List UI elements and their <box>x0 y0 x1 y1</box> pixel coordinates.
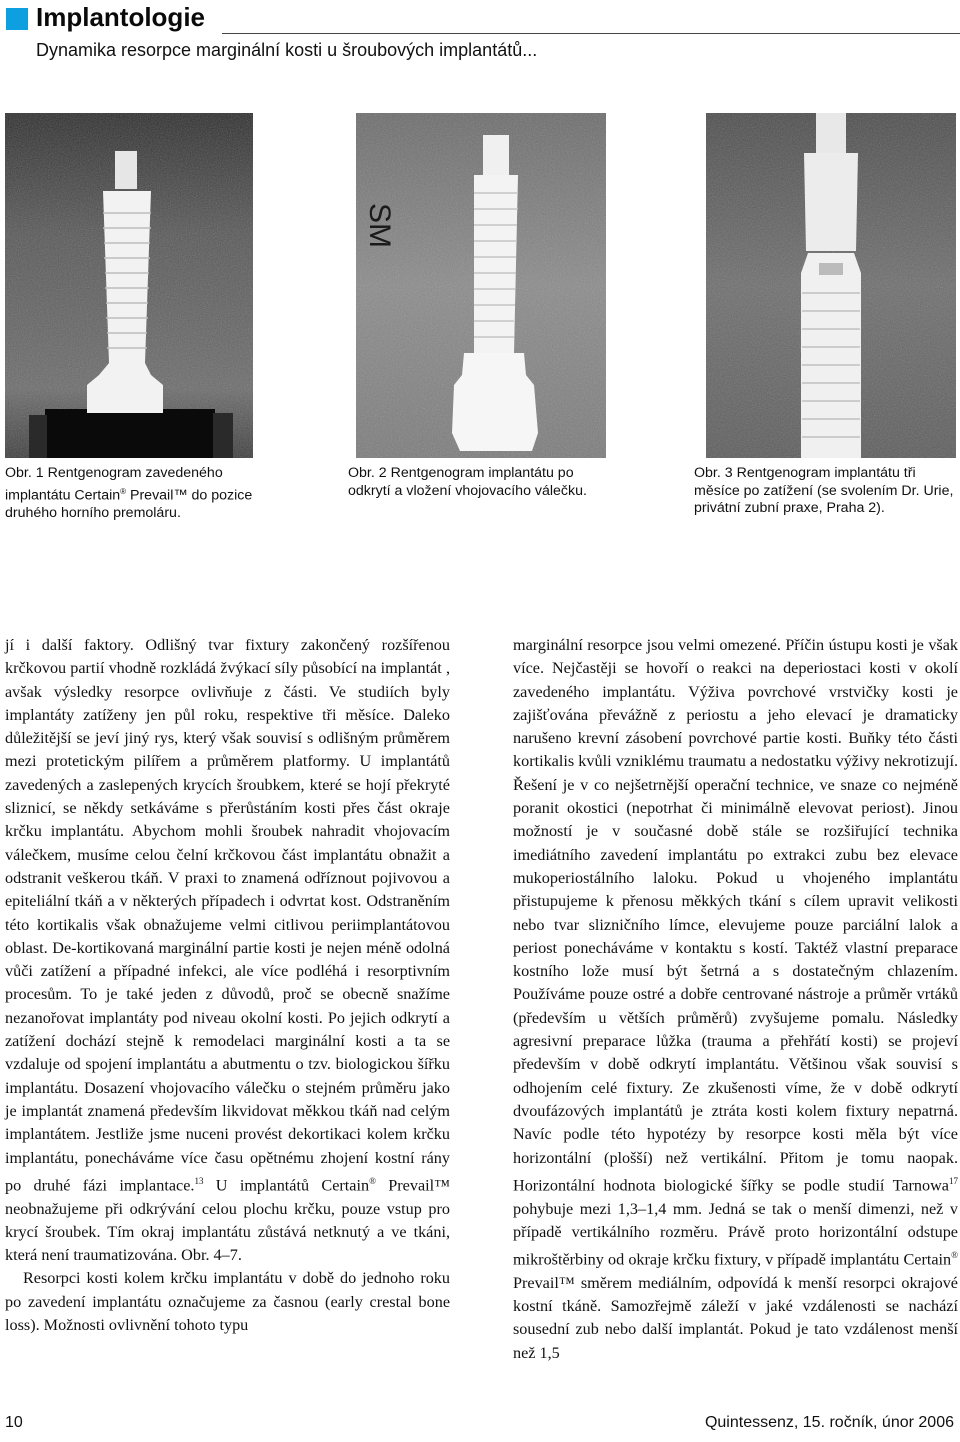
section-title: Implantologie <box>36 2 205 32</box>
figure-3-caption: Obr. 3 Rentgenogram implantátu tři měsíce po zatížení (se svolením Dr. Urie, privátní zubní praxe, Praha 2). <box>694 465 954 516</box>
page-header <box>0 0 960 72</box>
left-column <box>5 634 450 1337</box>
page-number: 10 <box>5 1414 23 1431</box>
left-paragraph-2: Resorpci kosti kolem krčku implantátu v době do jednoho roku po zavedení implantátu označujeme za časnou (early crestal bone loss). Možnosti ovlivnění tohoto typu <box>5 1269 450 1334</box>
journal-footer: Quintessenz, 15. ročník, únor 2006 <box>704 1414 954 1431</box>
xray-figure-2 <box>356 113 606 458</box>
figure-2-caption: Obr. 2 Rentgenogram implantátu po odkrytí a vložení vhojovacího válečku. <box>348 465 587 499</box>
section-color-square <box>6 8 28 30</box>
right-paragraph-1: marginální resorpce jsou velmi omezené. Příčin ústupu kosti je však více. Nejčastěji se hovoří o reakci na deperiostaci kosti v okolí zavedeného implantátu. Výživa povrchové vrstvičky kosti je zajišťována převážně z periostu a jeho elevací je dramaticky narušeno krevní zásobení povrchové partie kosti. Buňky této části kortikalis kvůli vzniklému traumatu a nedostatku výživy nekrotizují. Řešení je v co nejšetrnější operační technice, ve snaze co nejméně poranit okostici (nepotrhat či minimálně elevovat periost). Jinou možností je v současné době stále se rozšiřující technika imediátního zavedení implantátu po extrakci zubu bez elevace mukoperiostálního laloku. Pokud u vhojeného implantátu přistupujeme k přenosu měkkých tkání s cílem upravit velikosti nebo tvar slizničního límce, elevujeme pouze parciální lalok a periost ponecháváme v kontaktu s kostí. Taktéž vlastní preparace kostního lože musí být šetrná a s dostatečným chlazením. Používáme pouze ostré a dobře centrované nástroje a průměr vrtáků (především u větších průměrů) zvyšujeme pomalu. Následky agresivní preparace lůžka (trauma a přehřátí kosti) se projeví především v době odkrytí implantátu. Většinou však souvisí s odhojením celé fixtury. Ze zkušenosti víme, že v době odkrytí dvoufázových implantátů je ztráta kosti kolem fixtury nepatrná. Navíc podle této hypotézy by resorpce kosti měla být více horizontální (plošší) než vertikální. Přitom je tomu naopak. Horizontální hodnota biologické šířky se podle studií Tarnowa$^{17}$ pohybuje mezi 1,3–1,4 mm. Jedná se tak o menší dimenzi, než v případě vertikálního rozměru. Právě proto horizontální odstupe mikroštěrbiny od okraje krčku fixtury, v případě implantátu Certain® Prevail™ směrem mediálním, odpovídá k menší resorpci okrajové kostní tkáně. Samozřejmě záleží v jaké vzdálenosti se nachází sousední zub nebo další implantát. Pokud je tato vzdálenost menší než 1,5 <box>513 636 958 1362</box>
left-paragraph-1: jí i další faktory. Odlišný tvar fixtury zakončený rozšířenou krčkovou partií vhodně rozkládá žvýkací síly působící na implantát , avšak výsledky resorpce ovlivňuje z části. Ve studiích byly implantáty zatíženy jen půl roku, respektive tři měsíce. Daleko důležitější se jeví jiný rys, který však souvisí s odlišným průměrem mezi protetickým pilířem a průměrem platformy. U implantátů zavedených a zaslepených krycích šroubkem, které se hojí překryté sliznicí, se někdy setkáváme s přerůstáním kosti přes část okraje krčku implantátu. Abychom mohli šroubek nahradit vhojovacím válečkem, musíme celou čelní krčkovou část implantátu obnažit a odstranit veškerou tkáň. V praxi to znamená odříznout pojivovou a epiteliální tkáň a v některých případech i odvrtat kost. Odstraněním této kortikalis však obnažujeme velmi citlivou periimplantátovou oblast. De-kortikovaná marginální partie kosti je nejen méně odolná vůči zatížení a případné infekci, ale více podléhá i resorptivním procesům. To je také jeden z důvodů, proč se obecně snažíme nezanořovat implantáty pod niveau okolní kosti. Po jejich odkrytí a zatížení dochází stejně k remodelaci marginální kosti a ta se vzdaluje od spojení implantátu a abutmentu o tzv. biologickou šířku implantátu. Dosazení vhojovacího válečku o stejném průměru jako je implantát znamená především likvidovat měkkou tkáň nad celým implantátem. Jestliže jsme nuceni provést dekortikaci kolem krčku implantátu, ponecháváme více času opětnému zhojení kostní rány po druhé fázi implantace.$^{13}$ U implantátů Certain® Prevail™ neobnažujeme při odkrývání celou plochu krčku, pouze vstup pro krycí šroubek. Tím okraj implantátu zůstává netknutý a ve tkáni, která není traumatizována. Obr. 4–7. <box>5 636 450 1265</box>
figure-2-label: Obr. 2 <box>348 465 387 481</box>
figure-1-label: Obr. 1 <box>5 465 44 481</box>
figure-1-caption: Obr. 1 Rentgenogram zavedeného implantátu Certain® Prevail™ do pozice druhého horního premoláru. <box>5 465 253 521</box>
xray-figure-3 <box>706 113 956 458</box>
header-rule <box>222 33 960 34</box>
film-marker-letters: SM <box>363 203 396 248</box>
right-column <box>513 634 958 1365</box>
figure-3-label: Obr. 3 <box>694 465 733 481</box>
article-subtitle: Dynamika resorpce marginální kosti u šroubových implantátů... <box>36 40 538 60</box>
xray-figure-1 <box>5 113 253 458</box>
